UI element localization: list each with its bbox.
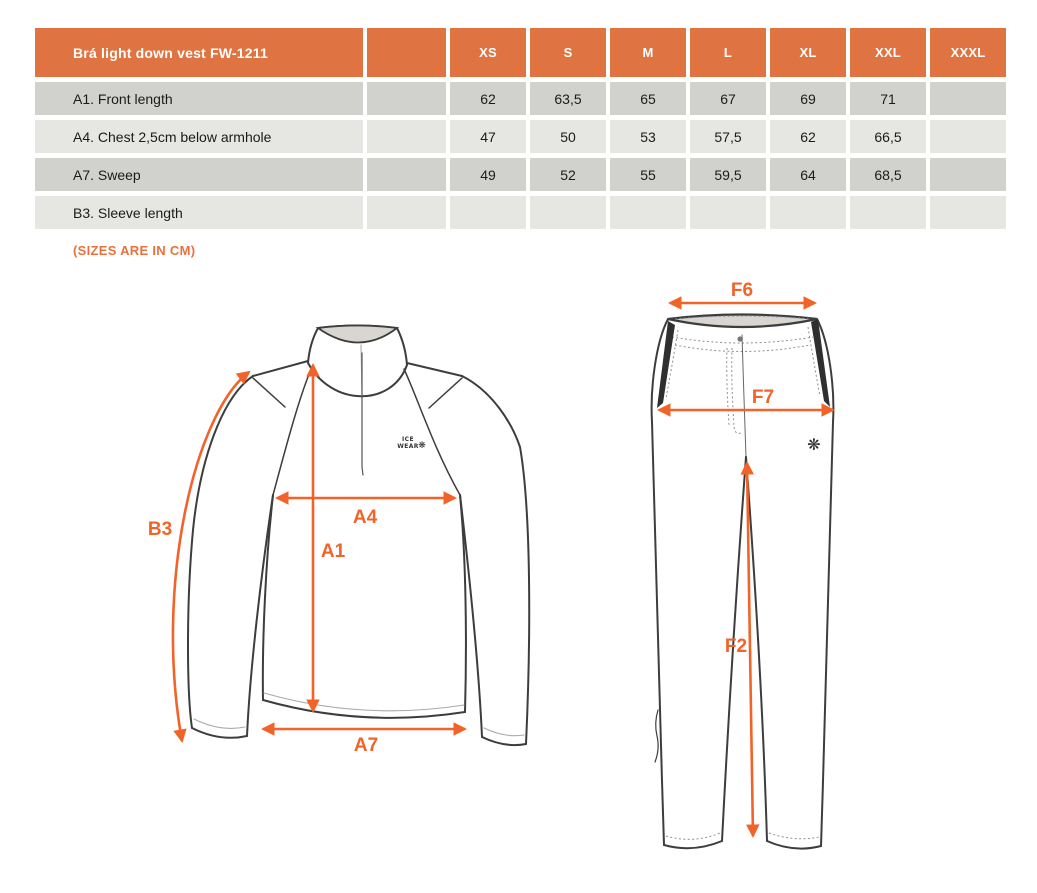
b3-label: B3	[147, 519, 173, 540]
value-cell: 64	[770, 158, 846, 191]
sweater-diagram	[140, 295, 585, 780]
value-cell	[770, 196, 846, 229]
value-cell: 68,5	[850, 158, 926, 191]
size-header-xxl: XXL	[850, 28, 926, 77]
size-header-xs: XS	[450, 28, 526, 77]
size-header-s: S	[530, 28, 606, 77]
value-cell: 57,5	[690, 120, 766, 153]
f2-label: F2	[724, 636, 748, 657]
logo-text-ice: ICE	[402, 436, 414, 443]
brand-logo	[397, 436, 426, 451]
value-cell	[530, 196, 606, 229]
row-label: A4. Chest 2,5cm below armhole	[35, 120, 363, 153]
a7-label: A7	[353, 735, 379, 756]
hem-left	[664, 841, 722, 848]
pants-outline	[652, 315, 834, 849]
shoulder-left	[253, 361, 308, 376]
fly-stitch	[727, 348, 741, 433]
zipper	[362, 353, 363, 475]
f7-label: F7	[751, 387, 775, 408]
row-label: B3. Sleeve length	[35, 196, 363, 229]
value-cell: 62	[450, 82, 526, 115]
spacer-cell	[367, 120, 446, 153]
value-cell: 52	[530, 158, 606, 191]
sweater-outline	[188, 326, 529, 746]
spacer-cell	[367, 196, 446, 229]
cuff-right	[482, 737, 526, 745]
shoulder-right	[407, 363, 462, 376]
collar-opening	[318, 326, 397, 343]
product-title: Brá light down vest FW-1211	[35, 28, 363, 77]
value-cell	[610, 196, 686, 229]
a1-label: A1	[320, 541, 346, 562]
spacer-cell	[367, 158, 446, 191]
value-cell	[690, 196, 766, 229]
logo-flower-icon: ❋	[418, 441, 426, 451]
a4-label: A4	[352, 507, 378, 528]
value-cell	[850, 196, 926, 229]
yoke-seam-left	[253, 378, 285, 407]
sleeve-right	[462, 376, 529, 744]
pants-diagram	[628, 280, 928, 880]
row-label: A1. Front length	[35, 82, 363, 115]
size-header-xl: XL	[770, 28, 846, 77]
b3-arrow	[173, 372, 249, 741]
table-header-row	[35, 28, 1006, 77]
value-cell: 71	[850, 82, 926, 115]
pocket-left	[657, 321, 675, 408]
value-cell	[930, 196, 1006, 229]
table-row-chest	[35, 120, 1006, 153]
logo-text-wear: WEAR	[397, 443, 419, 450]
value-cell	[450, 196, 526, 229]
value-cell: 55	[610, 158, 686, 191]
value-cell	[930, 120, 1006, 153]
sizes-in-cm-note: (SIZES ARE IN CM)	[73, 243, 196, 258]
table-row-front-length	[35, 82, 1006, 115]
value-cell: 49	[450, 158, 526, 191]
f6-label: F6	[730, 280, 754, 301]
cuff-left	[192, 728, 247, 738]
sleeve-left	[188, 376, 253, 728]
row-label: A7. Sweep	[35, 158, 363, 191]
raglan-seam-left	[273, 367, 312, 495]
spacer-cell	[367, 82, 446, 115]
value-cell: 63,5	[530, 82, 606, 115]
pants-flower-icon: ❋	[807, 435, 821, 454]
size-chart-table	[31, 23, 1010, 234]
table-row-sleeve-length	[35, 196, 1006, 229]
value-cell: 50	[530, 120, 606, 153]
value-cell: 62	[770, 120, 846, 153]
value-cell: 53	[610, 120, 686, 153]
value-cell: 65	[610, 82, 686, 115]
yoke-seam-right	[429, 378, 462, 408]
size-chart-wrap	[31, 23, 1010, 234]
size-header-l: L	[690, 28, 766, 77]
value-cell: 67	[690, 82, 766, 115]
value-cell: 47	[450, 120, 526, 153]
value-cell: 66,5	[850, 120, 926, 153]
size-header-m: M	[610, 28, 686, 77]
table-row-sweep	[35, 158, 1006, 191]
body-side-right	[460, 495, 466, 712]
value-cell	[930, 158, 1006, 191]
header-spacer-cell	[367, 28, 446, 77]
size-header-xxxl: XXXL	[930, 28, 1006, 77]
value-cell: 69	[770, 82, 846, 115]
center-front-seam	[742, 335, 746, 457]
value-cell	[930, 82, 1006, 115]
hem-right	[767, 841, 821, 849]
value-cell: 59,5	[690, 158, 766, 191]
